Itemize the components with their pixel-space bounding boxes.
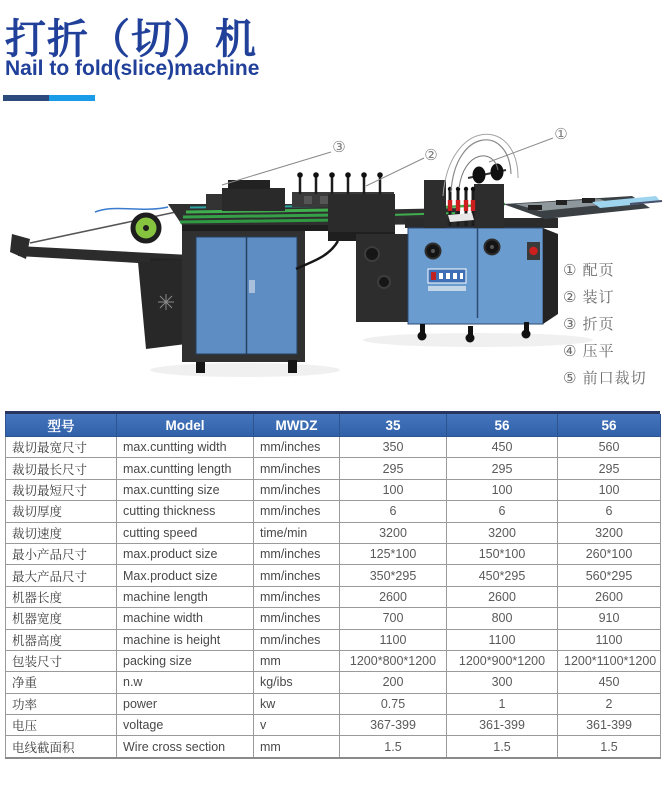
spec-table-row bbox=[6, 608, 661, 629]
underline-dark-segment bbox=[3, 95, 49, 101]
spec-header-cell: MWDZ bbox=[254, 414, 340, 437]
spec-table-cell: 3200 bbox=[340, 522, 447, 543]
spec-table-row bbox=[6, 543, 661, 564]
spec-table-cell: 1.5 bbox=[558, 736, 661, 758]
spec-table-cell: 裁切最短尺寸 bbox=[6, 479, 117, 500]
spec-table-wrap bbox=[5, 411, 660, 759]
spec-table-body bbox=[6, 437, 661, 758]
spec-table-cell: 450 bbox=[558, 672, 661, 693]
spec-table-cell: mm/inches bbox=[254, 501, 340, 522]
spec-table-cell: 350 bbox=[340, 437, 447, 458]
spec-table-cell: 电线截面积 bbox=[6, 736, 117, 758]
spec-table-cell: mm/inches bbox=[254, 586, 340, 607]
spec-table-cell: max.cuntting length bbox=[117, 458, 254, 479]
spec-table-cell: mm/inches bbox=[254, 629, 340, 650]
spec-table-row bbox=[6, 736, 661, 758]
spec-table-cell: 功率 bbox=[6, 693, 117, 714]
spec-table-cell: 100 bbox=[447, 479, 558, 500]
spec-table-cell: 295 bbox=[447, 458, 558, 479]
spec-table-cell: mm bbox=[254, 736, 340, 758]
spec-header-cell: Model bbox=[117, 414, 254, 437]
spec-table-cell: mm/inches bbox=[254, 543, 340, 564]
spec-table-cell: 560 bbox=[558, 437, 661, 458]
spec-table-row bbox=[6, 437, 661, 458]
spec-table-cell: machine width bbox=[117, 608, 254, 629]
spec-table-cell: mm bbox=[254, 650, 340, 671]
legend-item: ⑤ 前口裁切 bbox=[563, 370, 647, 387]
spec-table-row bbox=[6, 672, 661, 693]
spec-header-cell: 56 bbox=[558, 414, 661, 437]
legend-item: ① 配页 bbox=[563, 262, 615, 279]
spec-table-cell: mm/inches bbox=[254, 565, 340, 586]
legend-item: ④ 压平 bbox=[563, 343, 615, 360]
spec-table-cell: 机器高度 bbox=[6, 629, 117, 650]
spec-table-cell: 最大产品尺寸 bbox=[6, 565, 117, 586]
spec-table-cell: 150*100 bbox=[447, 543, 558, 564]
spec-table-cell: mm/inches bbox=[254, 437, 340, 458]
spec-table-cell: n.w bbox=[117, 672, 254, 693]
spec-table-cell: 1100 bbox=[558, 629, 661, 650]
spec-table-cell: power bbox=[117, 693, 254, 714]
spec-table-cell: 2 bbox=[558, 693, 661, 714]
spec-table-row bbox=[6, 650, 661, 671]
callout-lines bbox=[222, 138, 553, 186]
spec-table-cell: 1 bbox=[447, 693, 558, 714]
spec-table-cell: max.product size bbox=[117, 543, 254, 564]
legend-item: ② 装订 bbox=[563, 289, 615, 306]
spec-table-cell: 3200 bbox=[447, 522, 558, 543]
spec-table-cell: cutting thickness bbox=[117, 501, 254, 522]
spec-table-cell: 3200 bbox=[558, 522, 661, 543]
spec-table-cell: machine length bbox=[117, 586, 254, 607]
spec-table-cell: 350*295 bbox=[340, 565, 447, 586]
spec-header-cell: 56 bbox=[447, 414, 558, 437]
page-subtitle: Nail to fold(slice)machine bbox=[5, 57, 260, 80]
spec-table-cell: mm/inches bbox=[254, 608, 340, 629]
spec-table-cell: 2600 bbox=[340, 586, 447, 607]
spec-table-cell: 电压 bbox=[6, 715, 117, 736]
spec-table-cell: time/min bbox=[254, 522, 340, 543]
spec-table-row bbox=[6, 565, 661, 586]
spec-table-cell: 200 bbox=[340, 672, 447, 693]
spec-table-cell: kg/ibs bbox=[254, 672, 340, 693]
spec-table-cell: 100 bbox=[558, 479, 661, 500]
spec-table-cell: 机器长度 bbox=[6, 586, 117, 607]
spec-table-cell: 700 bbox=[340, 608, 447, 629]
spec-table-cell: 1.5 bbox=[447, 736, 558, 758]
spec-table-cell: 净重 bbox=[6, 672, 117, 693]
brand-plate bbox=[428, 269, 466, 291]
spec-table-cell: 1100 bbox=[340, 629, 447, 650]
spec-table-cell: 6 bbox=[558, 501, 661, 522]
spec-table-cell: 260*100 bbox=[558, 543, 661, 564]
spec-table-cell: 裁切最宽尺寸 bbox=[6, 437, 117, 458]
title-underline bbox=[3, 95, 95, 101]
spec-table-cell: 361-399 bbox=[447, 715, 558, 736]
legend-item: ③ 折页 bbox=[563, 316, 615, 333]
spec-table-cell: 2600 bbox=[447, 586, 558, 607]
spec-table-cell: packing size bbox=[117, 650, 254, 671]
spec-table-cell: 367-399 bbox=[340, 715, 447, 736]
spec-table-cell: 560*295 bbox=[558, 565, 661, 586]
process-legend bbox=[563, 257, 663, 392]
spec-table-cell: 裁切厚度 bbox=[6, 501, 117, 522]
underline-light-segment bbox=[49, 95, 95, 101]
spec-table-cell: Max.product size bbox=[117, 565, 254, 586]
spec-table-cell: 最小产品尺寸 bbox=[6, 543, 117, 564]
spec-table-cell: cutting speed bbox=[117, 522, 254, 543]
spec-table-cell: 裁切最长尺寸 bbox=[6, 458, 117, 479]
spec-table-cell: v bbox=[254, 715, 340, 736]
spec-table-cell: 300 bbox=[447, 672, 558, 693]
spec-table-cell: 包装尺寸 bbox=[6, 650, 117, 671]
spec-table-cell: 450*295 bbox=[447, 565, 558, 586]
spec-header-cell: 35 bbox=[340, 414, 447, 437]
spec-table-row bbox=[6, 715, 661, 736]
emergency-button bbox=[529, 247, 537, 255]
spec-table-cell: Wire cross section bbox=[117, 736, 254, 758]
callout-number-3: ③ bbox=[332, 138, 346, 156]
spec-table-cell: mm/inches bbox=[254, 479, 340, 500]
spec-table-cell: 295 bbox=[340, 458, 447, 479]
left-machine-unit bbox=[10, 180, 354, 373]
spec-table-row bbox=[6, 458, 661, 479]
spec-table bbox=[5, 414, 661, 759]
spec-table-cell: 295 bbox=[558, 458, 661, 479]
spec-table-cell: kw bbox=[254, 693, 340, 714]
page-title: 打折（切）机 bbox=[5, 16, 257, 62]
spec-table-head bbox=[6, 414, 661, 437]
spec-table-cell: 100 bbox=[340, 479, 447, 500]
callout-number-1: ① bbox=[554, 125, 568, 143]
spec-table-cell: 1200*800*1200 bbox=[340, 650, 447, 671]
callout-number-2: ② bbox=[424, 146, 438, 164]
spec-table-cell: 1200*900*1200 bbox=[447, 650, 558, 671]
spec-table-cell: max.cuntting width bbox=[117, 437, 254, 458]
spec-table-cell: 6 bbox=[447, 501, 558, 522]
spec-table-cell: 0.75 bbox=[340, 693, 447, 714]
spec-table-row bbox=[6, 629, 661, 650]
spec-table-cell: 910 bbox=[558, 608, 661, 629]
spec-table-cell: machine is height bbox=[117, 629, 254, 650]
spec-table-cell: 1100 bbox=[447, 629, 558, 650]
spec-table-cell: 125*100 bbox=[340, 543, 447, 564]
spec-table-cell: 450 bbox=[447, 437, 558, 458]
spec-table-cell: max.cuntting size bbox=[117, 479, 254, 500]
spec-table-cell: 1200*1100*1200 bbox=[558, 650, 661, 671]
spec-table-cell: 裁切速度 bbox=[6, 522, 117, 543]
spec-table-row bbox=[6, 479, 661, 500]
spec-table-cell: 2600 bbox=[558, 586, 661, 607]
spec-table-cell: 800 bbox=[447, 608, 558, 629]
spec-table-cell: 1.5 bbox=[340, 736, 447, 758]
spec-table-cell: voltage bbox=[117, 715, 254, 736]
spec-table-row bbox=[6, 693, 661, 714]
star-decal bbox=[158, 294, 174, 310]
spec-table-row bbox=[6, 501, 661, 522]
spec-table-cell: mm/inches bbox=[254, 458, 340, 479]
spec-table-row bbox=[6, 522, 661, 543]
spec-header-cell: 型号 bbox=[6, 414, 117, 437]
spec-table-cell: 6 bbox=[340, 501, 447, 522]
spec-table-cell: 361-399 bbox=[558, 715, 661, 736]
spec-table-row bbox=[6, 586, 661, 607]
spec-table-cell: 机器宽度 bbox=[6, 608, 117, 629]
